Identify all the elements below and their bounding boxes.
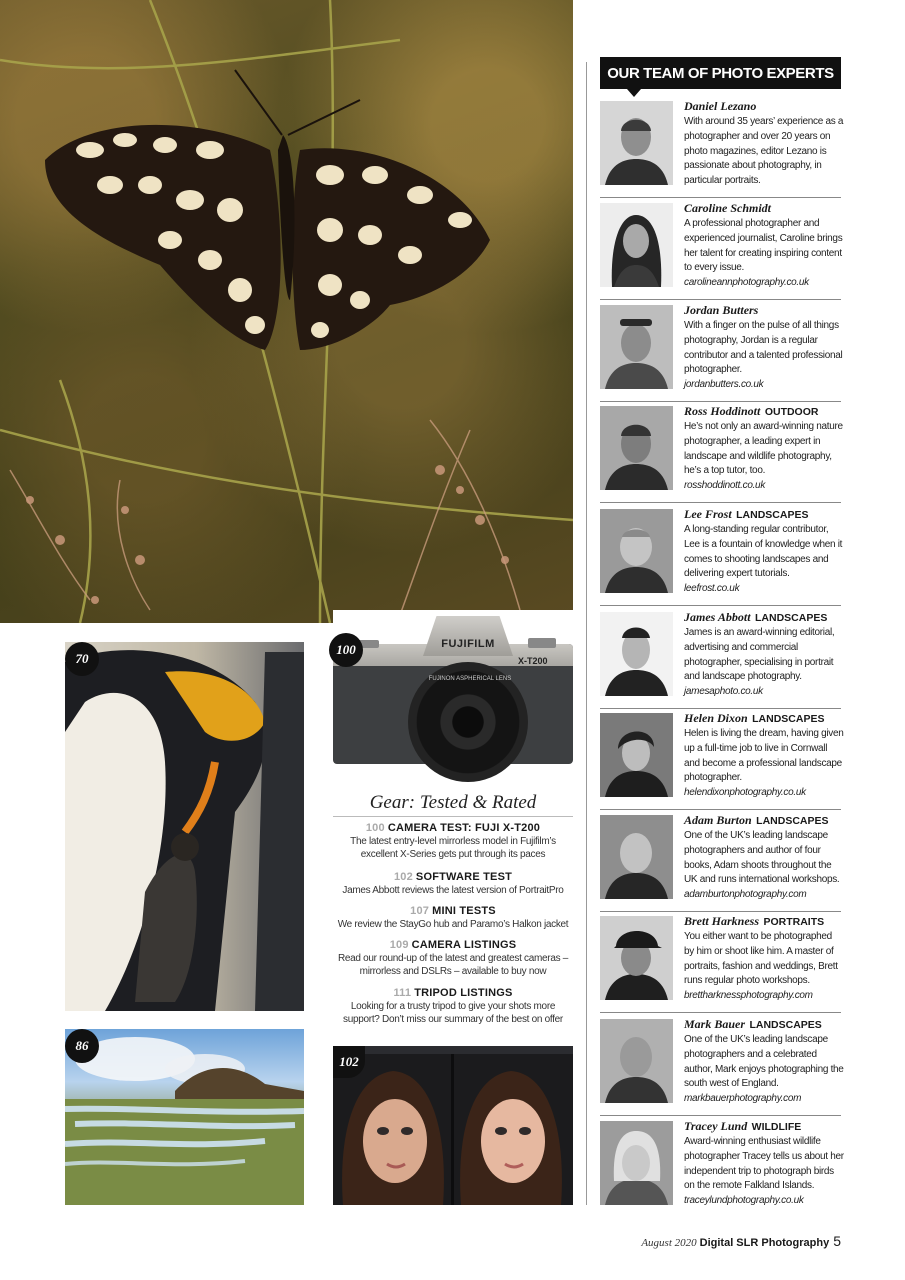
gear-item-title: MINI TESTS bbox=[432, 905, 496, 917]
expert-role: PORTRAITS bbox=[763, 916, 825, 928]
gear-item-title: TRIPOD LISTINGS bbox=[414, 987, 513, 999]
expert-card bbox=[600, 1117, 844, 1209]
camera-photo bbox=[333, 610, 573, 785]
expert-bio: A professional photographer and experienced journalist, Caroline brings her talent for creating inspiring content to every issue. bbox=[684, 218, 843, 274]
expert-website[interactable]: markbauerphotography.com bbox=[684, 1093, 802, 1105]
expert-portrait bbox=[600, 509, 673, 593]
expert-card bbox=[600, 709, 844, 810]
expert-card bbox=[600, 912, 841, 1013]
gear-item bbox=[333, 905, 573, 931]
expert-portrait bbox=[600, 1019, 673, 1103]
expert-heading bbox=[684, 709, 844, 727]
expert-bio: A long-standing regular contributor, Lee is a fountain of knowledge when it comes to shooting landscapes and delivering expert tutorials. bbox=[684, 524, 843, 580]
gear-item-page: 111 bbox=[393, 987, 412, 999]
gear-item bbox=[333, 939, 573, 978]
expert-card bbox=[600, 199, 841, 300]
gear-item-heading bbox=[333, 905, 573, 917]
gear-item-desc: Looking for a trusty tripod to give your shots more support? Don’t miss our summary of the best on offer bbox=[343, 1001, 563, 1025]
penguin-illustration bbox=[65, 642, 304, 1011]
expert-divider bbox=[600, 299, 841, 300]
expert-portrait bbox=[600, 612, 673, 696]
expert-name: Mark Bauer bbox=[684, 1017, 746, 1031]
expert-card bbox=[600, 811, 841, 912]
expert-heading bbox=[684, 1015, 844, 1033]
expert-portrait bbox=[600, 101, 673, 185]
expert-portrait bbox=[600, 406, 673, 490]
expert-portrait bbox=[600, 916, 673, 1000]
magazine-name: Digital SLR Photography bbox=[699, 1237, 830, 1249]
expert-bio: With a finger on the pulse of all things photography, Jordan is a regular contributor and a talented professional photographer. bbox=[684, 320, 843, 376]
gear-section-title: Gear: Tested & Rated bbox=[369, 792, 537, 813]
expert-heading bbox=[684, 912, 844, 930]
gear-item-heading bbox=[333, 871, 573, 883]
expert-name: Ross Hoddinott bbox=[684, 404, 761, 418]
expert-heading bbox=[684, 505, 844, 523]
gear-item-heading bbox=[333, 987, 573, 999]
camera-prism bbox=[423, 616, 513, 656]
expert-heading bbox=[684, 97, 844, 115]
gear-title-rule bbox=[333, 816, 573, 817]
expert-name: Brett Harkness bbox=[684, 914, 760, 928]
expert-divider bbox=[600, 502, 841, 503]
expert-divider bbox=[600, 1012, 841, 1013]
hero-butterfly-photo bbox=[0, 0, 573, 623]
expert-card bbox=[600, 505, 841, 606]
camera-brand: FUJIFILM bbox=[441, 638, 495, 650]
gear-item-page: 100 bbox=[365, 822, 385, 834]
expert-role: LANDSCAPES bbox=[755, 612, 828, 624]
camera-lens-text: FUJINON ASPHERICAL LENS bbox=[428, 676, 512, 682]
expert-portrait bbox=[600, 203, 673, 287]
expert-name: James Abbott bbox=[684, 610, 751, 624]
gear-item-title: CAMERA LISTINGS bbox=[411, 939, 517, 951]
gear-item-heading bbox=[333, 822, 573, 834]
expert-website[interactable]: traceylundphotography.co.uk bbox=[684, 1195, 804, 1207]
expert-card bbox=[600, 608, 841, 709]
gear-item-desc: The latest entry-level mirrorless model in Fujifilm’s excellent X-Series gets put through its paces bbox=[350, 836, 556, 860]
page-badge-100: 100 bbox=[329, 633, 363, 667]
expert-bio: Award-winning enthusiast wildlife photographer Tracey tells us about her independent trip to photograph birds on the remote Falkland Islands. bbox=[684, 1136, 844, 1192]
expert-website[interactable]: adamburtonphotography.com bbox=[684, 889, 807, 901]
expert-card bbox=[600, 1015, 844, 1116]
gear-item-desc: We review the StayGo hub and Paramo’s Halkon jacket bbox=[337, 919, 569, 930]
gear-item-page: 107 bbox=[410, 905, 430, 917]
expert-name: Daniel Lezano bbox=[684, 99, 757, 113]
expert-divider bbox=[600, 1115, 841, 1116]
expert-role: LANDSCAPES bbox=[749, 1019, 822, 1031]
gear-item-page: 102 bbox=[393, 871, 413, 883]
expert-heading bbox=[684, 301, 844, 319]
expert-name: Caroline Schmidt bbox=[684, 201, 772, 215]
gear-item bbox=[333, 871, 573, 897]
expert-name: Adam Burton bbox=[684, 813, 752, 827]
expert-bio: He’s not only an award-winning nature photographer, a leading expert in landscape and wildlife photography, he’s a top tutor, too. bbox=[684, 421, 843, 477]
expert-portrait bbox=[600, 815, 673, 899]
gear-item-desc: Read our round-up of the latest and greatest cameras – mirrorless and DSLRs – available to buy now bbox=[337, 953, 569, 977]
expert-website[interactable]: leefrost.co.uk bbox=[684, 583, 740, 595]
expert-portrait bbox=[600, 1121, 673, 1205]
page-badge-70: 70 bbox=[65, 642, 99, 676]
expert-role: LANDSCAPES bbox=[736, 509, 809, 521]
portrait-illustration bbox=[333, 1046, 573, 1205]
gear-item bbox=[333, 822, 573, 861]
expert-heading bbox=[684, 1117, 844, 1135]
expert-name: Lee Frost bbox=[684, 507, 732, 521]
expert-bio: One of the UK’s leading landscape photographers and author of four books, Adam shoots throughout the UK and runs international workshops. bbox=[684, 830, 840, 886]
expert-bio: You either want to be photographed by him or shoot like him. A master of portraits, fashion and weddings, Brett runs regular photo workshops. bbox=[684, 931, 838, 987]
expert-role: WILDLIFE bbox=[751, 1121, 802, 1133]
expert-bio: James is an award-winning editorial, advertising and commercial photographer, specialising in portrait and landscape photography. bbox=[684, 627, 835, 683]
page-number: 5 bbox=[833, 1233, 841, 1249]
expert-card bbox=[600, 97, 844, 198]
expert-heading bbox=[684, 811, 844, 829]
landscape-illustration bbox=[65, 1029, 304, 1205]
expert-website[interactable]: jamesaphoto.co.uk bbox=[684, 686, 763, 698]
expert-bio: One of the UK’s leading landscape photographers and a celebrated author, Mark enjoys photographing the south west of England. bbox=[684, 1034, 844, 1090]
expert-divider bbox=[600, 197, 841, 198]
expert-website[interactable]: helendixonphotography.co.uk bbox=[684, 787, 806, 799]
camera-dial-right bbox=[528, 638, 556, 648]
expert-heading bbox=[684, 402, 844, 420]
camera-model: X-T200 bbox=[518, 656, 548, 666]
expert-website[interactable]: rosshoddinott.co.uk bbox=[684, 480, 766, 492]
expert-portrait bbox=[600, 305, 673, 389]
column-divider bbox=[586, 62, 587, 1205]
expert-role: LANDSCAPES bbox=[756, 815, 829, 827]
expert-heading bbox=[684, 608, 844, 626]
page-footer bbox=[641, 1233, 841, 1249]
header-pointer bbox=[627, 89, 641, 97]
team-section-header: OUR TEAM OF PHOTO EXPERTS bbox=[600, 57, 841, 89]
expert-website[interactable]: carolineannphotography.co.uk bbox=[684, 277, 809, 289]
expert-website[interactable]: brettharknessphotography.com bbox=[684, 990, 813, 1002]
expert-name: Helen Dixon bbox=[684, 711, 748, 725]
expert-bio: Helen is living the dream, having given up a full-time job to live in Cornwall and become a professional landscape photographer. bbox=[684, 728, 844, 784]
expert-card bbox=[600, 402, 841, 503]
issue-date: August 2020 bbox=[641, 1237, 697, 1249]
expert-divider bbox=[600, 809, 841, 810]
expert-name: Tracey Lund bbox=[684, 1119, 748, 1133]
portrait-comparison-photo bbox=[333, 1046, 573, 1205]
expert-website[interactable]: jordanbutters.co.uk bbox=[684, 379, 764, 391]
expert-name: Jordan Butters bbox=[684, 303, 759, 317]
gear-item-page: 109 bbox=[389, 939, 409, 951]
butterfly-illustration bbox=[0, 0, 573, 623]
expert-role: OUTDOOR bbox=[764, 406, 819, 418]
expert-role: LANDSCAPES bbox=[752, 713, 825, 725]
expert-bio: With around 35 years’ experience as a photographer and over 20 years on photo magazines, editor Lezano is passionate about photography, in particular portraits. bbox=[684, 116, 844, 187]
landscape-photo bbox=[65, 1029, 304, 1205]
expert-heading bbox=[684, 199, 844, 217]
gear-item-title: SOFTWARE TEST bbox=[415, 871, 513, 883]
page-badge-102: 102 bbox=[333, 1046, 365, 1078]
gear-item-desc: James Abbott reviews the latest version of PortraitPro bbox=[342, 885, 564, 896]
penguin-photo bbox=[65, 642, 304, 1011]
expert-card bbox=[600, 301, 841, 402]
gear-item-heading bbox=[333, 939, 573, 951]
gear-item bbox=[333, 987, 573, 1026]
page-badge-86: 86 bbox=[65, 1029, 99, 1063]
expert-divider bbox=[600, 605, 841, 606]
gear-item-title: CAMERA TEST: FUJI X-T200 bbox=[387, 822, 541, 834]
expert-portrait bbox=[600, 713, 673, 797]
